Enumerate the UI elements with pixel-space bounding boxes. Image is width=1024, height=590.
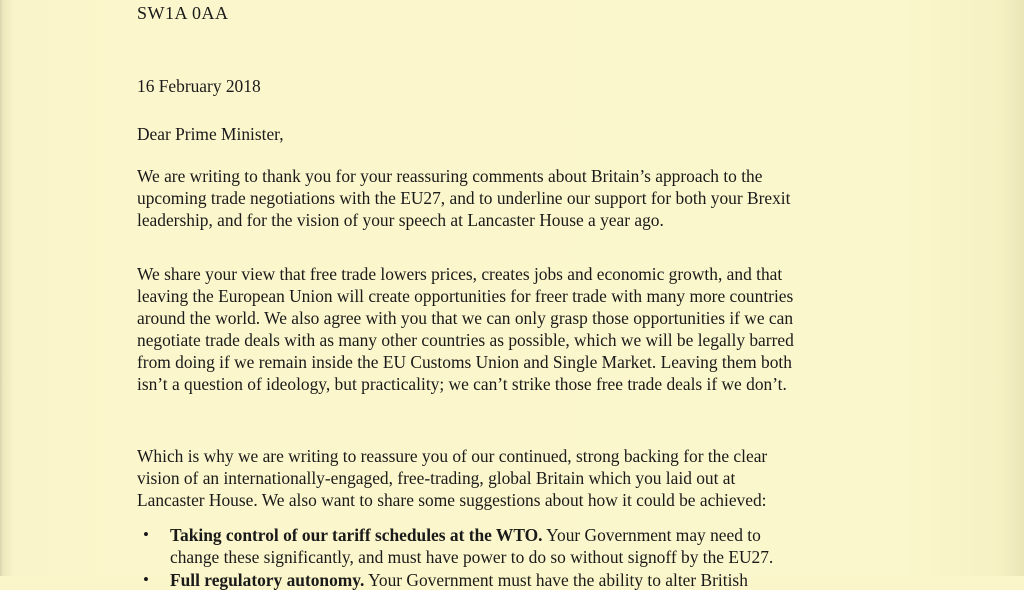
bullet-heading: Taking control of our tariff schedules at the WTO. [170,525,543,545]
paragraph-line: Which is why we are writing to reassure you of our continued, strong backing for the clear [137,446,768,466]
salutation: Dear Prime Minister, [137,124,284,144]
paragraph-line: leadership, and for the vision of your speech at Lancaster House a year ago. [137,210,664,230]
paragraph-line: upcoming trade negotiations with the EU27, and to underline our support for both your Brexit [137,188,791,208]
paragraph-line: We share your view that free trade lowers prices, creates jobs and economic growth, and that [137,264,783,284]
bullet-line [170,525,761,545]
bullet-dot-icon: • [143,525,149,544]
bullet-text: Your Government may need to [542,525,761,545]
bullet-line: change these significantly, and must have power to do so without signoff by the EU27. [170,547,774,567]
paragraph-line: from doing if we remain inside the EU Customs Union and Single Market. Leaving them both [137,352,792,372]
bullet-text: Your Government must have the ability to alter British [364,570,748,590]
paragraph-line: vision of an internationally-engaged, free-trading, global Britain which you laid out at [137,468,736,488]
paragraph-line: isn’t a question of ideology, but practicality; we can’t strike those free trade deals if we don’t. [137,374,787,394]
paragraph-line: We are writing to thank you for your reassuring comments about Britain’s approach to the [137,166,763,186]
paragraph-line: negotiate trade deals with as many other countries as possible, which we will be legally barred [137,330,794,350]
bullet-line [170,570,748,590]
bullet-dot-icon: • [143,570,149,589]
paragraph-line: Lancaster House. We also want to share some suggestions about how it could be achieved: [137,490,767,510]
letter-date: 16 February 2018 [137,76,261,96]
bullet-heading: Full regulatory autonomy. [170,570,365,590]
address-line: SW1A 0AA [137,3,229,23]
paragraph-line: leaving the European Union will create opportunities for freer trade with many more countries [137,286,794,306]
paragraph-line: around the world. We also agree with you that we can only grasp those opportunities if we can [137,308,794,328]
